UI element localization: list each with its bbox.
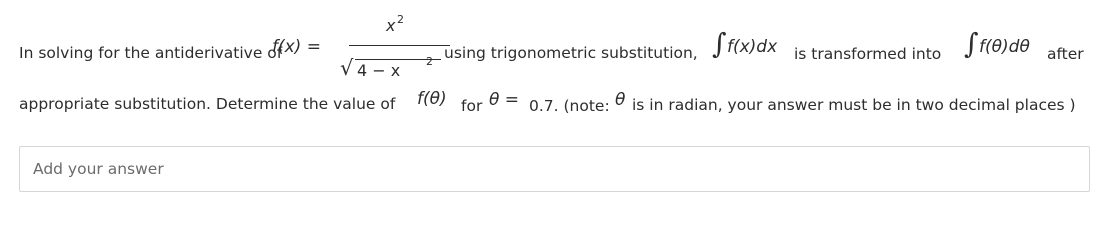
question-text <box>19 0 1109 130</box>
note-text: is in radian, your answer must be in two decimal places ) <box>632 96 1076 114</box>
transformed-text: is transformed into <box>794 45 942 63</box>
question-intro-text: In solving for the antiderivative of <box>19 44 283 62</box>
f-theta: f(θ) <box>417 89 447 109</box>
function-lhs: f(x) = <box>272 37 321 57</box>
after-text: after <box>1047 45 1084 63</box>
integral-2-body: f(θ)dθ <box>979 37 1030 57</box>
integral-1-body: f(x)dx <box>727 37 778 57</box>
theta-symbol: θ <box>615 90 626 110</box>
integral-icon: ∫ <box>964 27 979 60</box>
answer-box <box>19 146 1090 192</box>
determine-text: appropriate substitution. Determine the value of <box>19 95 396 113</box>
integral-icon: ∫ <box>712 27 727 60</box>
fraction-numerator: x <box>386 16 396 35</box>
radical-sign: √ <box>340 56 354 80</box>
substitution-text: using trigonometric substitution, <box>444 44 698 62</box>
fraction-bar <box>349 45 450 46</box>
fraction-denominator: 4 − x <box>357 61 401 80</box>
numerator-exponent: 2 <box>397 13 404 26</box>
answer-input[interactable] <box>20 147 1089 191</box>
for-text: for <box>461 97 483 115</box>
denominator-exponent: 2 <box>426 55 433 68</box>
theta-value-text: 0.7. (note: <box>529 97 610 115</box>
theta-equals: θ = <box>489 90 520 110</box>
